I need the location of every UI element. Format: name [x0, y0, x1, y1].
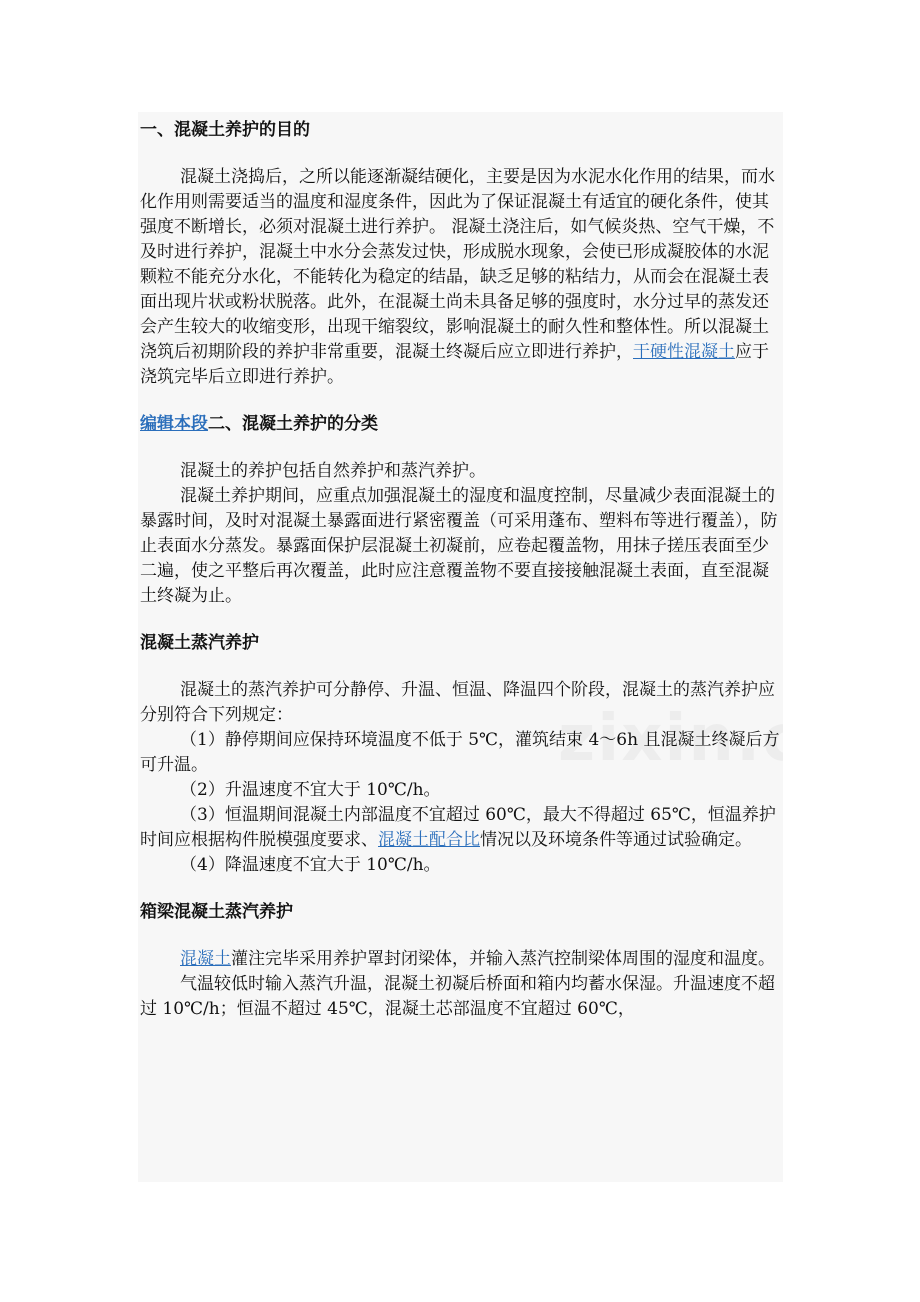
section-4-paragraph-1: [140, 947, 781, 972]
section-1-title: 一、混凝土养护的目的: [140, 120, 310, 140]
section-4-paragraph-2: 气温较低时输入蒸汽升温，混凝土初凝后桥面和箱内均蓄水保湿。升温速度不超过 10℃/h；恒温不超过 45℃，混凝土芯部温度不宜超过 60℃，: [140, 974, 775, 1019]
section-2-heading: [140, 412, 781, 437]
section-4-title: 箱梁混凝土蒸汽养护: [140, 902, 293, 922]
section-1-text-a: 混凝土浇捣后，之所以能逐渐凝结硬化，主要是因为水泥水化作用的结果，而水化作用则需要适当的温度和湿度条件，因此为了保证混凝土有适宜的硬化条件，使其强度不断增长，必须对混凝土进行养护。 混凝土浇注后，如气候炎热、空气干燥，不及时进行养护，混凝土中水分会蒸发过快，形成脱水现象，会使已形成凝胶体的水泥颗粒不能充分水化，不能转化为稳定的结晶，缺乏足够的粘结力，从而会在混凝土表面出现片状或粉状脱落。此外，在混凝土尚未具备足够的强度时，水分过早的蒸发还会产生较大的收缩变形，出现干缩裂纹，影响混凝土的耐久性和整体性。所以混凝土浇筑后初期阶段的养护非常重要，混凝土终凝后应立即进行养护，: [140, 167, 775, 362]
dry-concrete-link[interactable]: 干硬性混凝土: [633, 342, 735, 362]
section-3-item-3: [140, 803, 781, 853]
section-3-title: 混凝土蒸汽养护: [140, 633, 259, 653]
section-3-item-1: （1）静停期间应保持环境温度不低于 5℃，灌筑结束 4～6h 且混凝土终凝后方可升温。: [140, 730, 780, 775]
section-4-text: 灌注完毕采用养护罩封闭梁体，并输入蒸汽控制梁体周围的湿度和温度。: [231, 949, 775, 969]
concrete-link[interactable]: 混凝土: [180, 949, 231, 969]
section-2-title: 二、混凝土养护的分类: [208, 414, 378, 434]
section-3-paragraph: 混凝土的蒸汽养护可分静停、升温、恒温、降温四个阶段，混凝土的蒸汽养护应分别符合下列规定：: [140, 680, 775, 725]
section-3-item-2: （2）升温速度不宜大于 10℃/h。: [180, 780, 441, 800]
section-1-text-b: 应于浇筑完毕后立即进行养护。: [140, 342, 769, 387]
section-3-item-3-text-a: （3）恒温期间混凝土内部温度不宜超过 60℃，最大不得超过 65℃，恒温养护时间应根据构件脱模强度要求、: [140, 805, 776, 850]
document-content: [138, 112, 783, 1022]
section-2-paragraph-1: 混凝土的养护包括自然养护和蒸汽养护。: [180, 461, 486, 481]
edit-section-link[interactable]: 编辑本段: [140, 414, 208, 434]
section-3-item-3-text-b: 情况以及环境条件等通过试验确定。: [480, 830, 752, 850]
section-3-item-4: （4）降温速度不宜大于 10℃/h。: [180, 855, 441, 875]
section-2-paragraph-2: 混凝土养护期间，应重点加强混凝土的湿度和温度控制，尽量减少表面混凝土的暴露时间，及时对混凝土暴露面进行紧密覆盖（可采用蓬布、塑料布等进行覆盖），防止表面水分蒸发。暴露面保护层混凝土初凝前，应卷起覆盖物，用抹子搓压表面至少二遍，使之平整后再次覆盖，此时应注意覆盖物不要直接接触混凝土表面，直至混凝土终凝为止。: [140, 486, 778, 606]
mix-ratio-link[interactable]: 混凝土配合比: [378, 830, 480, 850]
document-page: [138, 112, 783, 1182]
section-1-paragraph: [140, 165, 781, 390]
